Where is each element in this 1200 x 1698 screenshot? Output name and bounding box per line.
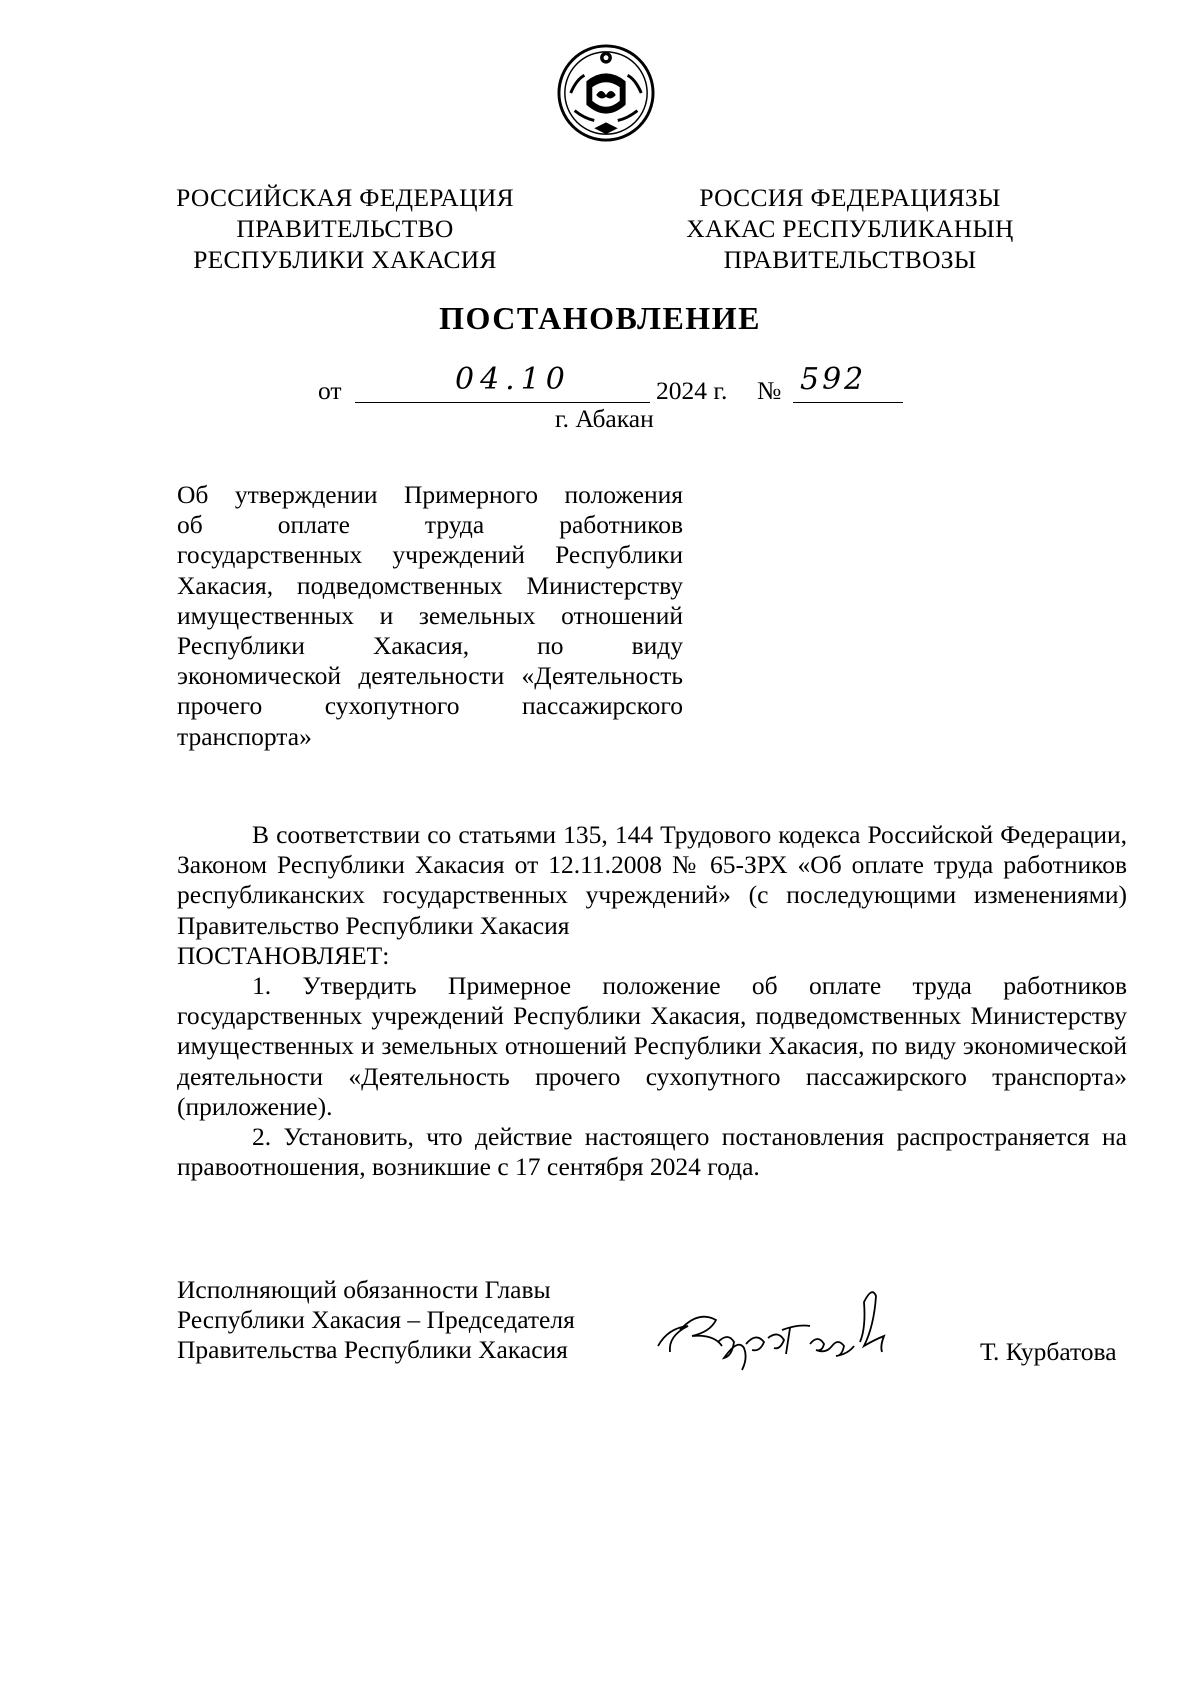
subject-line: транспорта» bbox=[177, 721, 312, 751]
document-body bbox=[177, 820, 1127, 1182]
header-left-line: ПРАВИТЕЛЬСТВО bbox=[236, 214, 454, 243]
item-2-paragraph: 2. Установить, что действие настоящего постановления распространяется на правоотношения, возникшие с 17 сентября 2024 года. bbox=[177, 1122, 1127, 1182]
signer-name: Т. Курбатова bbox=[980, 1337, 1117, 1366]
handwritten-date: 04.10 bbox=[455, 362, 571, 397]
header-right-line: РОССИЯ ФЕДЕРАЦИЯЗЫ bbox=[699, 183, 1001, 212]
subject-line: Республики Хакасия, по виду bbox=[177, 630, 683, 660]
city-name: г. Абакан bbox=[555, 404, 654, 433]
header-left-block bbox=[140, 182, 550, 275]
subject-line: прочего сухопутного пассажирского bbox=[177, 691, 683, 721]
item-1-paragraph: 1. Утвердить Примерное положение об оплате труда работников государственных учреждений Республики Хакасия, подведомственных Министерству имущественных и земельных отношений Республики Хакасия, по виду экономической деятельности «Деятельность прочего сухопутного пассажирского транспорта» (приложение). bbox=[177, 971, 1127, 1121]
handwritten-number: 592 bbox=[800, 362, 867, 397]
subject-line: государственных учреждений Республики bbox=[177, 540, 683, 570]
date-year: 2024 г. bbox=[656, 376, 728, 405]
header-left-line: РОССИЙСКАЯ ФЕДЕРАЦИЯ bbox=[176, 183, 514, 212]
date-prefix: от bbox=[318, 376, 342, 405]
position-line: Исполняющий обязанности Главы bbox=[177, 1275, 551, 1304]
header-left-line: РЕСПУБЛИКИ ХАКАСИЯ bbox=[193, 245, 497, 274]
preamble-paragraph: В соответствии со статьями 135, 144 Трудового кодекса Российской Федерации, Законом Республики Хакасия от 12.11.2008 № 65-ЗРХ «Об оплате труда работников республиканских государственных учреждений» (с последующими изменениями) Правительство Республики Хакасия bbox=[177, 820, 1127, 940]
decree-word: ПОСТАНОВЛЯЕТ: bbox=[177, 940, 390, 970]
signatory-position bbox=[177, 1275, 575, 1366]
position-line: Правительства Республики Хакасия bbox=[177, 1335, 568, 1365]
subject-line: Хакасия, подведомственных Министерству bbox=[177, 570, 683, 600]
header-right-line: ХАКАС РЕСПУБЛИКАНЫҢ bbox=[686, 214, 1014, 243]
number-sign: № bbox=[757, 376, 782, 405]
subject-block bbox=[177, 480, 683, 752]
subject-line: Об утверждении Примерного положения bbox=[177, 480, 683, 509]
header-right-line: ПРАВИТЕЛЬСТВОЗЫ bbox=[723, 245, 977, 274]
date-underline bbox=[355, 402, 650, 403]
subject-line: экономической деятельности «Деятельность bbox=[177, 661, 683, 691]
number-underline bbox=[793, 402, 903, 403]
subject-line: имущественных и земельных отношений bbox=[177, 600, 683, 630]
handwritten-signature bbox=[650, 1278, 915, 1388]
document-title: ПОСТАНОВЛЕНИЕ bbox=[439, 300, 761, 336]
header-right-block bbox=[640, 182, 1060, 275]
position-line: Республики Хакасия – Председателя bbox=[177, 1305, 575, 1335]
coat-of-arms-emblem bbox=[557, 44, 655, 142]
subject-line: об оплате труда работников bbox=[177, 510, 683, 540]
